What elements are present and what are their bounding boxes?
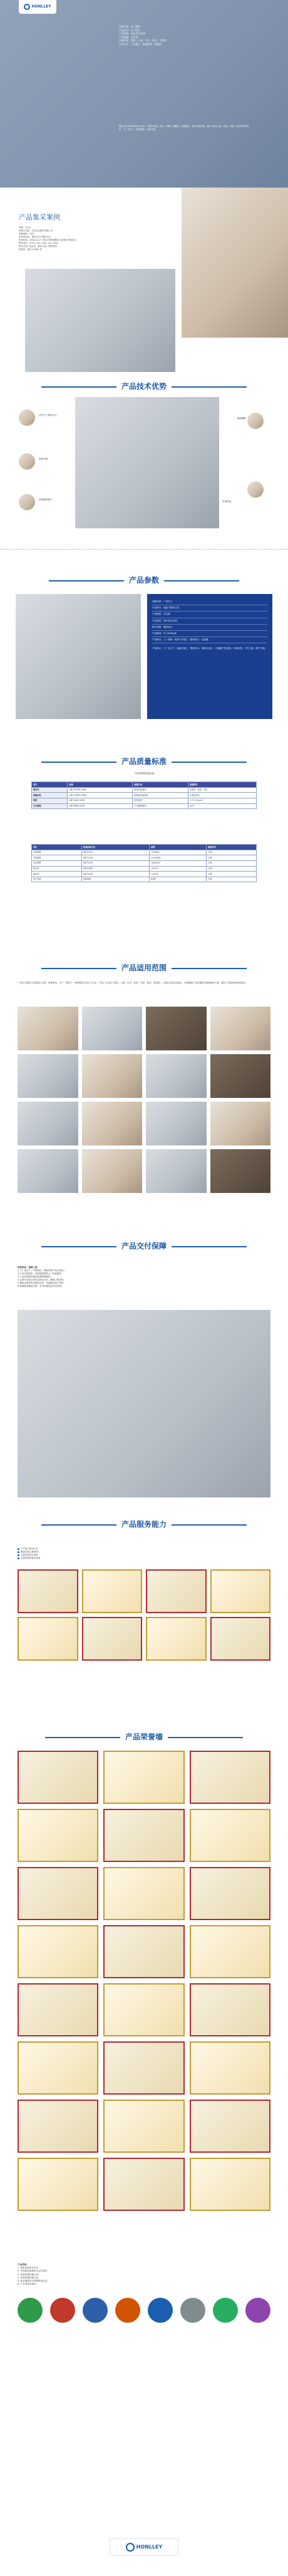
honor-certificate — [18, 1809, 98, 1862]
hero-spec-list — [119, 25, 207, 46]
table-header: 项目 — [32, 782, 68, 788]
cert-badge-row — [18, 2298, 270, 2323]
delivery-photo-collage — [18, 1310, 270, 1497]
scope-photo — [18, 1007, 78, 1050]
honor-certificate — [190, 1925, 270, 1978]
params-layout-image — [16, 594, 141, 719]
table-row: 冲击强度 GB/T1451 ≥60kJ/m² 合格 — [32, 860, 257, 866]
cert-badge-icon — [115, 2298, 140, 2323]
table-header: 质量要求 — [188, 782, 256, 788]
scope-photo — [146, 1102, 207, 1145]
delivery-line: 1.工厂化生产，严格质检，确保每套产品合格出厂； — [18, 1269, 68, 1272]
table-header: 测试评价 — [207, 845, 257, 850]
hero-section — [0, 0, 288, 188]
footer-line: 4. 环境管理体系认证 — [18, 2276, 39, 2279]
footer-line: 1. 国家高新技术企业 — [18, 2267, 39, 2270]
capability-list: 年产能 30000 套 覆盖全国主要城市 专业研发设计团队 完善的售后服务体系 — [18, 1547, 270, 1560]
detail-circle — [247, 481, 264, 498]
certificate-image — [82, 1569, 143, 1613]
quality-subtitle: 产品的物理性能检测 — [133, 772, 155, 775]
footer-logo: HONLLEY — [110, 2538, 178, 2556]
brand-name: HONLLEY — [31, 4, 51, 9]
scope-text: 广州宏立整体卫浴有限公司是一家集研发、生产、销售于一体的整体卫浴生产企业，产品广泛应用于酒店、公寓、住宅、医院、学校、宿舍、养老院、工地及各类商业项目，可根据客户需求提供定制化解决方案，满足不同场所的使用需求。 — [18, 982, 248, 984]
honor-certificate — [190, 1983, 270, 2036]
cert-badge-icon — [245, 2298, 270, 2323]
delivery-list — [18, 1266, 199, 1288]
quality-table-1 — [31, 782, 257, 809]
honor-certificate — [103, 2100, 184, 2153]
detail-circle — [19, 453, 35, 470]
honor-certificate — [103, 2158, 184, 2211]
scope-photo — [146, 1054, 207, 1098]
scope-photo — [82, 1054, 143, 1098]
table-row: 吸水率 GB/T1462 ≤0.5% 合格 — [32, 866, 257, 872]
params-section — [0, 575, 288, 732]
quality-section — [0, 757, 288, 950]
scope-photo — [146, 1149, 207, 1193]
detail-circle — [19, 494, 35, 510]
certificate-image — [146, 1617, 207, 1661]
honor-certificate — [190, 1867, 270, 1920]
honor-certificate — [18, 2041, 98, 2095]
certificate-image — [82, 1617, 143, 1661]
cert-badge-icon — [213, 2298, 238, 2323]
honor-certificate — [18, 1867, 98, 1920]
cert-badge-icon — [148, 2298, 173, 2323]
certificate-image — [210, 1569, 271, 1613]
case-line: 采购方名称：万科企业股份有限公司 — [19, 229, 53, 232]
advantage-label: 底盘接驳排水 — [39, 498, 53, 501]
case-line: 采购量：超过 20000 套 — [19, 248, 42, 251]
advantage-label: 开孔位于墙体中心 — [39, 414, 57, 416]
case-line: 集采供应商：惠州市宏立整体卫浴 — [19, 235, 51, 238]
delivery-line: 5.提供完善的售后服务体系，快速响应客户需求； — [18, 1282, 66, 1285]
honor-certificate — [18, 1983, 98, 2036]
table-row: 耐热性 GB/T13095-2008 耐热性能测试 无裂纹、起泡、变色 — [32, 787, 257, 793]
param-row: 产品重量：约 120kg/套 — [152, 631, 267, 637]
honor-certificate — [103, 1751, 184, 1804]
hero-line: 品牌名称：宏立整体 — [119, 25, 141, 28]
cert-badge-icon — [180, 2298, 205, 2323]
delivery-title: 产品交付保障 — [0, 1241, 288, 1252]
param-row: 产品材质：SMC复合材料 — [152, 618, 267, 625]
certificate-grid — [18, 1569, 270, 1661]
hero-line: 安装方式：干法施工 · 快速安装 · 免维护 — [119, 42, 162, 46]
scope-photo — [18, 1054, 78, 1098]
scope-photo — [82, 1102, 143, 1145]
delivery-line: 现货供应，保障工期 — [18, 1266, 38, 1269]
model-photo — [182, 188, 288, 338]
honor-certificate — [103, 1925, 184, 1978]
honor-certificate — [103, 2041, 184, 2095]
footer-line: 2. 中国建筑装饰协会会员单位 — [18, 2270, 48, 2273]
honor-certificate — [190, 1751, 270, 1804]
table-row: 密度 GB/T1463-2005 密度测试 1.7-2.0 g/cm³ — [32, 798, 257, 803]
table-row: 拉伸强度 GB/T1447 ≥70MPa 合格 — [32, 850, 257, 855]
table-row: 防火性能 GB8624 B1级 合格 — [32, 877, 257, 882]
certificate-image — [18, 1569, 78, 1613]
table-header: 检测方法 — [133, 782, 188, 788]
honor-certificate — [18, 1925, 98, 1978]
hero-line: 功能用途：酒店、公寓、住宅、医院、学校等 — [119, 39, 167, 42]
case-line: 采购：15 套 — [19, 226, 31, 229]
honor-certificate — [190, 2041, 270, 2095]
scope-photo — [18, 1149, 78, 1193]
delivery-line: 3.产品质保期内提供免费维修服务； — [18, 1275, 53, 1279]
advantage-label: 墙体内嵌 — [39, 458, 48, 460]
advantages-section — [0, 381, 288, 538]
delivery-line: 4.定制产品按合同约定时间交付，确保工程进度； — [18, 1279, 66, 1282]
table-header: 项目 — [32, 845, 82, 850]
honor-certificate — [190, 2100, 270, 2153]
bullet-icon — [18, 1557, 19, 1559]
honor-certificate — [18, 2100, 98, 2153]
footer-line: 3. 质量管理体系认证 — [18, 2273, 39, 2276]
certificate-image — [210, 1617, 271, 1661]
certificate-image — [18, 1617, 78, 1661]
delivery-section — [0, 1241, 288, 1510]
honor-certificate — [190, 1809, 270, 1862]
case-bathroom-render — [25, 269, 175, 372]
advantage-label: 地漏缝隙 — [237, 417, 246, 420]
table-header: 结果 — [150, 845, 207, 850]
delivery-line: 6.物流配送覆盖全国，安全快捷送达项目现场。 — [18, 1285, 64, 1288]
honor-certificate — [18, 2158, 98, 2211]
detail-circle — [19, 410, 35, 426]
advantage-label: 防滑底盘 — [222, 500, 232, 503]
honor-certificate — [103, 1867, 184, 1920]
param-row: 品牌名称：广州宏立 — [152, 599, 267, 605]
table-header: 试验标准方法 — [81, 845, 149, 850]
scope-photo — [210, 1054, 271, 1098]
footer-line: 6. 广东省著名商标 — [18, 2283, 36, 2286]
scope-photo — [18, 1102, 78, 1145]
capability-section — [0, 1519, 288, 1719]
case-line: 集采电话：0752—XX—XXX—XX—XXX — [19, 241, 58, 244]
hero-line: 产品材质：SMC复合材料 — [119, 32, 146, 35]
case-details — [19, 226, 125, 251]
honor-grid — [18, 1751, 270, 2211]
logo-mark-icon — [126, 2543, 135, 2552]
scope-photo — [210, 1007, 271, 1050]
params-description: 产品特点：工厂化生产，装配式施工，整体防水，模块化设计，可根据户型定制，安装快捷，节约工期，维护方便。 — [152, 647, 267, 650]
table-row: 弯曲强度 GB/T1449 ≥120MPa 合格 — [32, 855, 257, 861]
params-title: 产品参数 — [0, 575, 288, 586]
case-section — [0, 188, 288, 375]
param-row: 产品规格：可定制 — [152, 611, 267, 618]
scope-photo — [210, 1102, 271, 1145]
hero-line: 产品规格：可定制 — [119, 35, 138, 39]
table-header: 标准 — [68, 782, 133, 788]
scope-photo-grid — [18, 1007, 270, 1193]
table-row: 巴氏硬度 GB/T3854-2005 巴氏硬度测试 ≥40 — [32, 803, 257, 809]
cert-badge-icon — [18, 2298, 43, 2323]
advantages-cutaway-image — [75, 397, 219, 528]
logo-mark-icon — [24, 4, 30, 10]
capability-title: 产品服务能力 — [0, 1519, 288, 1530]
footer-list — [18, 2263, 143, 2286]
param-row: 产品型号：装配式整体卫浴 — [152, 605, 267, 611]
footer-section — [0, 2263, 288, 2576]
case-line: 集采时间：2018.10.17 采用万科集团整体卫浴集中采购协议 — [19, 238, 76, 241]
honor-certificate — [18, 1751, 98, 1804]
params-panel — [147, 594, 272, 719]
footer-line: 产品荣誉： — [18, 2263, 29, 2266]
hero-description: 整体卫浴采用SMC复合材料一次模压成型，防水、防潮、耐腐蚀，结构稳定，安装方便快捷，适用于酒店公寓、医院、学校、宿舍等多种场所，工厂化生产，现场装配，品质可靠。 — [119, 125, 249, 131]
param-row: 防水等级：整体防水 — [152, 625, 267, 631]
hero-line: 产品型号：HL-系列 — [119, 28, 140, 32]
bullet-icon — [18, 1548, 19, 1550]
scope-photo — [82, 1007, 143, 1050]
quality-title: 产品质量标准 — [0, 757, 288, 767]
detail-circle — [247, 413, 264, 429]
table-row: 耐腐蚀性 GB/T13095-2008 耐腐蚀性能测试 无明显变化 — [32, 793, 257, 798]
brand-logo — [19, 0, 56, 14]
bullet-icon — [18, 1554, 19, 1556]
param-row: 产品特点：工厂预制 · 现场干法施工 · 整体防水 · 无渗漏 — [152, 637, 267, 643]
certificate-image — [146, 1569, 207, 1613]
case-line: 集采文档产品品类：整体卫浴 / 整体厨房 — [19, 244, 57, 248]
honor-title: 产品荣誉墙 — [0, 1732, 288, 1743]
bullet-icon — [18, 1551, 19, 1553]
honor-certificate — [190, 2158, 270, 2211]
honor-section — [0, 1732, 288, 2251]
scope-section — [0, 963, 288, 1225]
scope-photo — [146, 1007, 207, 1050]
section-divider — [0, 549, 288, 550]
quality-table-2 — [31, 844, 257, 882]
cert-badge-icon — [83, 2298, 108, 2323]
scope-title: 产品适用范围 — [0, 963, 288, 974]
delivery-line: 2.专业安装团队，全国范围提供上门安装服务； — [18, 1272, 64, 1275]
footer-line: 5. 职业健康安全管理体系认证 — [18, 2280, 48, 2283]
scope-photo — [82, 1149, 143, 1193]
scope-photo — [210, 1149, 271, 1193]
honor-certificate — [103, 1983, 184, 2036]
cert-badge-icon — [50, 2298, 75, 2323]
advantages-title: 产品技术优势 — [0, 381, 288, 392]
honor-certificate — [103, 1809, 184, 1862]
case-line: 采购地域：全国 — [19, 232, 34, 235]
table-row: 耐热性 GB/T1634 ≥150℃ 合格 — [32, 872, 257, 877]
case-title: 产品集采案例 — [19, 213, 60, 221]
